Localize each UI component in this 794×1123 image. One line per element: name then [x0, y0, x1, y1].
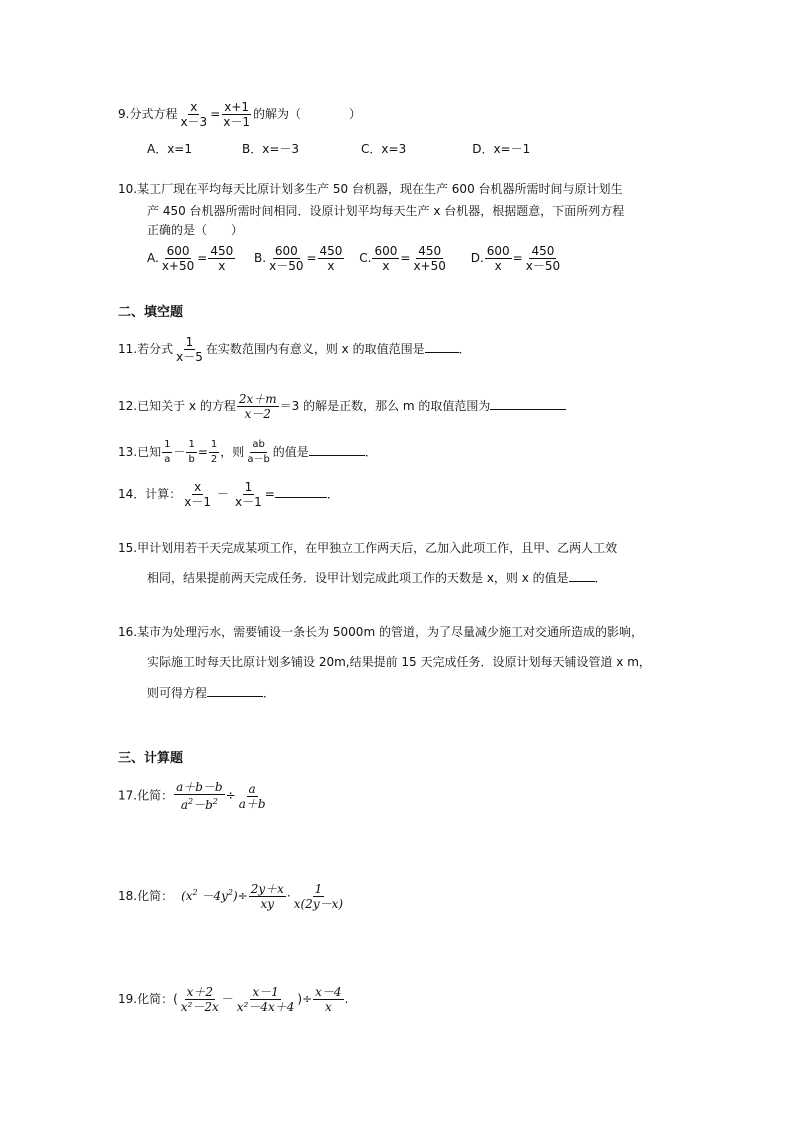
q9-lhs-den: x－3: [180, 115, 208, 129]
q16-end: ．: [263, 686, 276, 700]
q10-d-ln: 600: [486, 244, 510, 258]
q9-options: [147, 140, 570, 158]
q9-option-a: A．x=1: [147, 142, 193, 156]
q10-line-1: 10.某工厂现在平均每天比原计划多生产 50 台机器，现在生产 600 台机器所需时间与原计划生: [118, 182, 623, 196]
q15-line-1: 15.甲计划用若干天完成某项工作，在甲独立工作两天后，乙加入此项工作，且甲、乙两人工效: [118, 541, 618, 555]
q16-line-1: 16.某市为处理污水，需要铺设一条长为 5000m 的管道，为了尽量减少施工对交通所造成的影响，: [118, 625, 643, 639]
q19-rp: ): [297, 992, 303, 1006]
q10-d-rn: 450: [531, 244, 555, 258]
q13-mid: ，则: [220, 445, 245, 459]
q11-den: x－5: [176, 350, 203, 364]
q18-prefix: 18.化简：: [118, 889, 174, 903]
q10-b-rn: 450: [319, 244, 343, 258]
q18-p2: －4y: [197, 889, 228, 903]
q10-c-label: C.: [359, 251, 372, 265]
q10-option-b: [254, 244, 345, 273]
q13-prefix: 13.已知: [118, 445, 162, 459]
q10-c-rd: x+50: [413, 259, 446, 273]
q18-dot: ·: [286, 889, 291, 903]
q17-f1n: a＋b－b: [176, 780, 223, 794]
q13-frac-3: [209, 438, 219, 467]
q10-b-rhs: [318, 244, 345, 273]
q18-f2n: 1: [314, 882, 323, 896]
q15-line-2-text: 相同，结果提前两天完成任务．设甲计划完成此项工作的天数是 x，则 x 的值是: [147, 571, 569, 585]
q19-f2d: x²－4x＋4: [236, 1000, 295, 1014]
q11-end: ．: [458, 342, 471, 356]
question-18: [118, 882, 346, 911]
q10-d-eq: =: [512, 251, 523, 265]
q14-frac-2: [233, 480, 264, 509]
q16-line-3: [147, 684, 275, 702]
q16-line-2: 实际施工时每天比原计划多铺设 20m,结果提前 15 天完成任务．设原计划每天铺设管道 x m，: [147, 655, 651, 669]
section-heading-fill-blank: 二、填空题: [118, 305, 184, 320]
q18-frac-2: [292, 882, 345, 911]
q13-suffix: 的值是: [272, 445, 309, 459]
q15-answer-blank[interactable]: [569, 569, 595, 582]
q17-frac-1: [174, 780, 225, 812]
q10-a-lhs: [160, 244, 196, 273]
q18-f1n: 2y＋x: [250, 882, 284, 896]
question-19: [118, 985, 348, 1014]
q17-f1d-b: b: [205, 798, 213, 812]
q10-line-2: 产 450 台机器所需时间相同．设原计划平均每天生产 x 台机器，根据题意，下面所列方程: [147, 204, 625, 218]
q11-prefix: 11.若分式: [118, 342, 174, 356]
q10-a-ld: x+50: [161, 259, 195, 273]
q19-f1n: x＋2: [186, 985, 213, 999]
q10-d-lhs: [485, 244, 512, 273]
q10-a-rd: x: [218, 259, 226, 273]
q10-b-ld: x－50: [269, 259, 304, 273]
q19-f3n: x－4: [315, 985, 342, 999]
q17-f2d: a＋b: [238, 796, 266, 811]
q10-a-label: A.: [147, 251, 159, 265]
q18-f2d: x(2y－x): [293, 897, 344, 911]
q13-f2d: b: [188, 454, 195, 465]
q18-div: ÷: [237, 889, 248, 903]
question-9: [118, 100, 361, 129]
question-13: [118, 438, 377, 467]
q10-b-lhs: [267, 244, 305, 273]
q13-end: ．: [364, 445, 377, 459]
q10-a-ln: 600: [166, 244, 190, 258]
q10-b-ln: 600: [274, 244, 298, 258]
q16-line-3-text: 则可得方程: [147, 686, 208, 700]
q13-f4d: a－b: [247, 454, 270, 465]
q18-expr-1: $(x^2 -4y^2)$: [181, 888, 238, 903]
q9-lhs-fraction: [178, 100, 209, 129]
question-12: [118, 392, 566, 421]
q10-b-label: B.: [254, 251, 267, 265]
q9-rhs-num: x+1: [224, 100, 250, 114]
q13-minus: －: [173, 445, 186, 459]
q10-option-a: [147, 244, 236, 273]
q11-num: 1: [185, 335, 194, 349]
q17-f2n: a: [248, 781, 256, 796]
q19-minus: －: [221, 992, 234, 1006]
q10-d-label: D.: [470, 251, 484, 265]
q10-option-d: [471, 244, 563, 273]
q10-c-rhs: [411, 244, 447, 273]
q19-frac-1: [179, 985, 221, 1014]
q14-end: ．: [326, 487, 339, 501]
q12-num: 2x＋m: [238, 392, 277, 406]
q9-lhs-num: x: [190, 100, 198, 114]
q10-line-3: 正确的是（ ）: [147, 223, 244, 237]
q11-suffix: 在实数范围内有意义，则 x 的取值范围是: [205, 342, 425, 356]
q14-eq: =: [264, 487, 275, 501]
q13-f4n: ab: [250, 438, 266, 453]
q10-c-eq: =: [400, 251, 411, 265]
q13-frac-4: [245, 438, 271, 467]
q14-f2n: 1: [244, 480, 253, 494]
q19-end: .: [344, 992, 349, 1006]
q14-prefix: 14．计算：: [118, 487, 182, 501]
q12-fraction: [237, 392, 279, 421]
q10-a-rhs: [208, 244, 235, 273]
q13-eq: =: [197, 445, 208, 459]
section-heading-calculation: 三、计算题: [118, 751, 184, 766]
q17-f1d: $a^2-b^2$: [180, 797, 218, 812]
q17-prefix: 17.化简：: [118, 788, 174, 803]
q10-a-rn: 450: [210, 244, 234, 258]
q13-f3d: 2: [210, 454, 218, 465]
q14-answer-blank[interactable]: [275, 485, 327, 498]
q10-b-eq: =: [306, 251, 317, 265]
q10-b-rd: x: [327, 259, 335, 273]
q13-f1n: 1: [162, 438, 172, 453]
q10-c-ld: x: [382, 259, 390, 273]
q10-d-ld: x: [494, 259, 502, 273]
question-14: [118, 480, 339, 509]
q13-answer-blank[interactable]: [309, 443, 365, 456]
q10-options: [147, 244, 563, 273]
q19-frac-2: [235, 985, 297, 1014]
q17-frac-2: [237, 782, 268, 811]
q10-option-c: [359, 244, 449, 273]
q14-minus: －: [217, 487, 230, 501]
q10-c-rn: 450: [418, 244, 442, 258]
q12-mid: ＝3 的解是正数，那么 m 的取值范围为: [279, 399, 491, 413]
q9-prefix: 9.分式方程: [118, 107, 178, 121]
q9-option-b: B．x=－3: [242, 142, 300, 156]
q18-p1: (x: [181, 889, 193, 903]
q10-c-lhs: [372, 244, 399, 273]
q19-f3d: x: [324, 1000, 332, 1014]
q18-p3: ): [232, 889, 238, 903]
q14-f2d: x－1: [235, 495, 262, 509]
q13-frac-2: [186, 438, 196, 467]
q14-f1n: x: [194, 480, 202, 494]
q19-lp: (: [173, 992, 178, 1006]
q10-a-eq: =: [197, 251, 208, 265]
question-11: [118, 335, 471, 364]
q10-d-rd: x－50: [525, 259, 561, 273]
q13-f2n: 1: [186, 438, 196, 453]
q15-line-2: [147, 569, 607, 587]
q9-rhs-den: x－1: [223, 115, 251, 129]
q11-answer-blank[interactable]: [425, 340, 459, 353]
q18-frac-1: [249, 882, 286, 911]
q15-end: ．: [594, 571, 607, 585]
q13-frac-1: [162, 438, 172, 467]
q19-f1d: x²－2x: [180, 1000, 219, 1014]
q10-d-rhs: [524, 244, 562, 273]
q13-f3n: 1: [209, 438, 219, 453]
q17-div: ÷: [225, 788, 236, 803]
q19-frac-3: [313, 985, 343, 1014]
q9-rhs-fraction: [221, 100, 252, 129]
q12-prefix: 12.已知关于 x 的方程: [118, 399, 236, 413]
q9-option-d: D．x=－1: [472, 142, 531, 156]
q11-fraction: [174, 335, 205, 364]
q19-div: ÷: [302, 992, 313, 1006]
q9-suffix: 的解为（ ）: [253, 107, 362, 121]
q19-f2n: x－1: [252, 985, 279, 999]
q12-den: x－2: [244, 407, 271, 421]
q10-c-ln: 600: [374, 244, 398, 258]
q14-frac-1: [182, 480, 213, 509]
q13-f1d: a: [164, 454, 171, 465]
question-17: [118, 780, 269, 812]
q14-f1d: x－1: [184, 495, 212, 509]
q9-option-c: C．x=3: [361, 142, 407, 156]
q17-f1d-a: a: [180, 798, 188, 812]
q9-eq: =: [210, 107, 221, 121]
q12-answer-blank[interactable]: [490, 397, 566, 410]
q19-prefix: 19.化简：: [118, 992, 174, 1006]
q18-f1d: xy: [260, 897, 275, 911]
q16-answer-blank[interactable]: [207, 684, 263, 697]
